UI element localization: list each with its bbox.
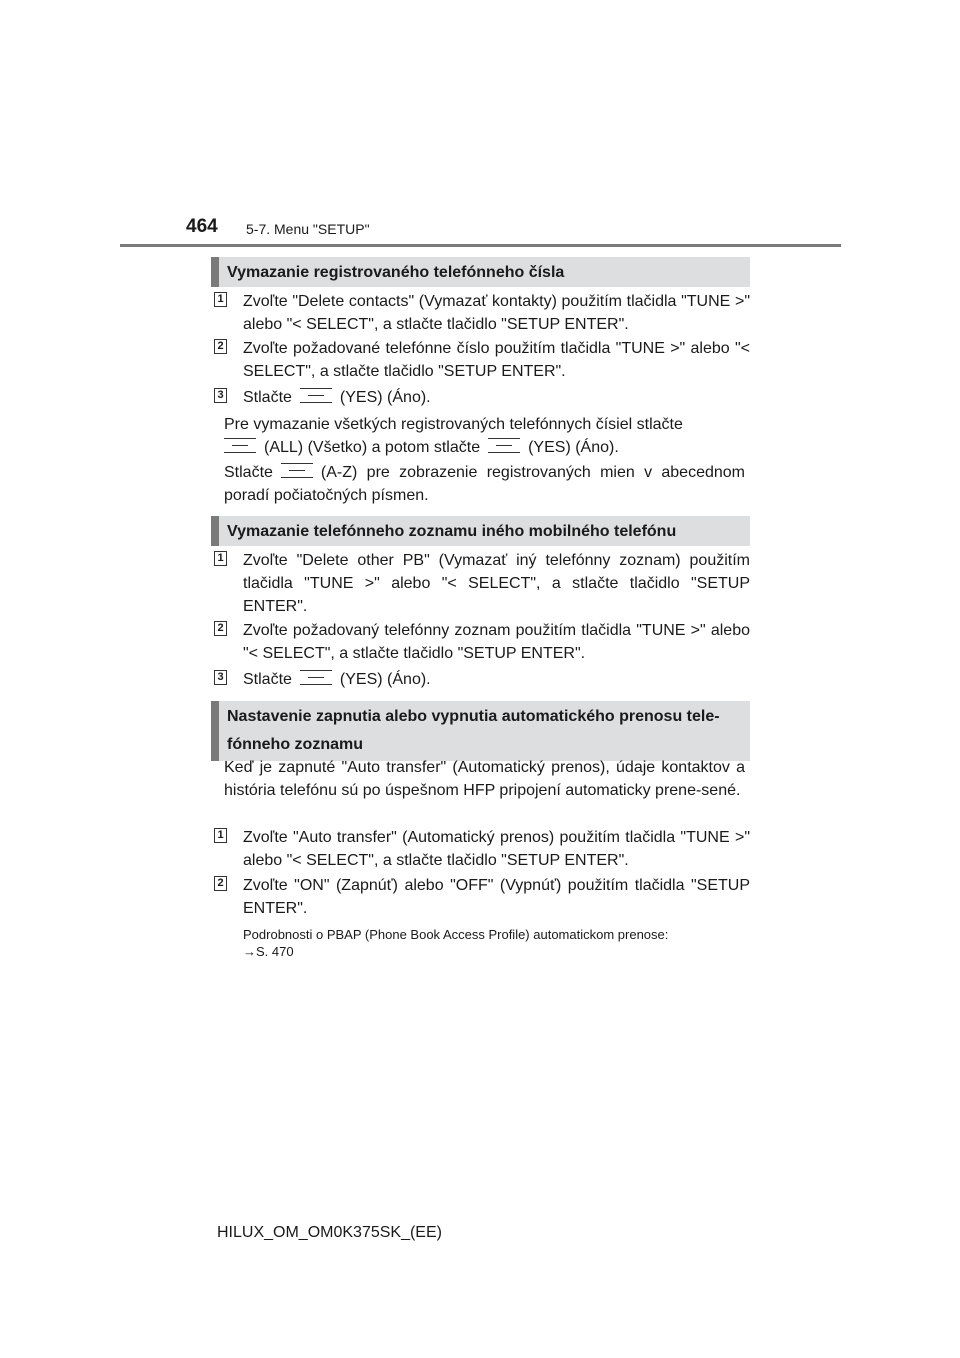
section-title: 5-7. Menu "SETUP" [246, 221, 370, 237]
step-2 [214, 337, 750, 383]
step-1 [214, 549, 750, 618]
paragraph-alphabetical [224, 461, 745, 507]
step-text-suffix: (YES) (Áno). [339, 389, 431, 406]
step-number: 1 [214, 292, 227, 307]
step-text: Zvoľte požadované telefónne číslo použitím tlačidla "TUNE >" alebo "< SELECT", a stlačte tlačidlo "SETUP ENTER". [243, 340, 750, 380]
paragraph-text: Stlačte [224, 464, 273, 481]
step-text: Zvoľte požadovaný telefónny zoznam použitím tlačidla "TUNE >" alebo "< SELECT", a stlačte tlačidlo "SETUP ENTER". [243, 622, 750, 662]
page-number: 464 [186, 216, 218, 237]
section-heading-auto-transfer: Nastavenie zapnutia alebo vypnutia automatického prenosu tele-fónneho zoznamu [211, 701, 750, 761]
section-heading-delete-number: Vymazanie registrovaného telefónneho čísla [211, 257, 750, 287]
step-3 [214, 386, 750, 409]
step-number: 3 [214, 388, 227, 403]
section-heading-delete-phonebook: Vymazanie telefónneho zoznamu iného mobilného telefónu [211, 516, 750, 546]
step-3 [214, 668, 750, 691]
step-text-suffix: (YES) (Áno). [339, 671, 431, 688]
step-text: Zvoľte "Auto transfer" (Automatický prenos) použitím tlačidla "TUNE >" alebo "< SELECT", a stlačte tlačidlo "SETUP ENTER". [243, 829, 750, 869]
paragraph-text: (YES) (Áno). [528, 439, 619, 456]
screen-button-icon [224, 438, 256, 453]
step-text-prefix: Stlačte [243, 389, 292, 406]
step-text: Zvoľte "Delete other PB" (Vymazať iný telefónny zoznam) použitím tlačidla "TUNE >" alebo "< SELECT", a stlačte tlačidlo "SETUP ENTER". [243, 552, 750, 615]
step-number: 1 [214, 828, 227, 843]
paragraph-text: Pre vymazanie všetkých registrovaných telefónnych čísiel stlačte [224, 416, 683, 433]
step-text: Zvoľte "Delete contacts" (Vymazať kontakty) použitím tlačidla "TUNE >" alebo "< SELECT", a stlačte tlačidlo "SETUP ENTER". [243, 293, 750, 333]
step-number: 2 [214, 339, 227, 354]
header-divider [120, 244, 841, 247]
document-code-footer: HILUX_OM_OM0K375SK_(EE) [217, 1224, 442, 1241]
paragraph-text: (ALL) (Všetko) a potom stlačte [264, 439, 481, 456]
screen-button-icon [300, 670, 332, 685]
step-text: Zvoľte "ON" (Zapnúť) alebo "OFF" (Vypnúť) použitím tlačidla "SETUP ENTER". [243, 877, 750, 917]
step-number: 2 [214, 876, 227, 891]
screen-button-icon [488, 438, 520, 453]
step-2 [214, 619, 750, 665]
step-2 [214, 874, 750, 920]
page-reference-link[interactable]: →S. 470 [243, 944, 294, 959]
screen-button-icon [281, 463, 313, 478]
screen-button-icon [300, 388, 332, 403]
note-text: Podrobnosti o PBAP (Phone Book Access Profile) automatickom prenose: [243, 927, 669, 942]
step-text-prefix: Stlačte [243, 671, 292, 688]
paragraph-text: (A-Z) pre zobrazenie registrovaných mien v abecednom poradí počiatočných písmen. [224, 464, 745, 504]
step-1 [214, 826, 750, 872]
paragraph-delete-all [224, 413, 745, 459]
step-number: 3 [214, 670, 227, 685]
step-number: 1 [214, 551, 227, 566]
paragraph-auto-transfer: Keď je zapnuté "Auto transfer" (Automatický prenos), údaje kontaktov a história telefónu sú po úspešnom HFP pripojení automaticky prene-sené. [224, 759, 745, 799]
step-1 [214, 290, 750, 336]
note [243, 926, 745, 960]
step-number: 2 [214, 621, 227, 636]
